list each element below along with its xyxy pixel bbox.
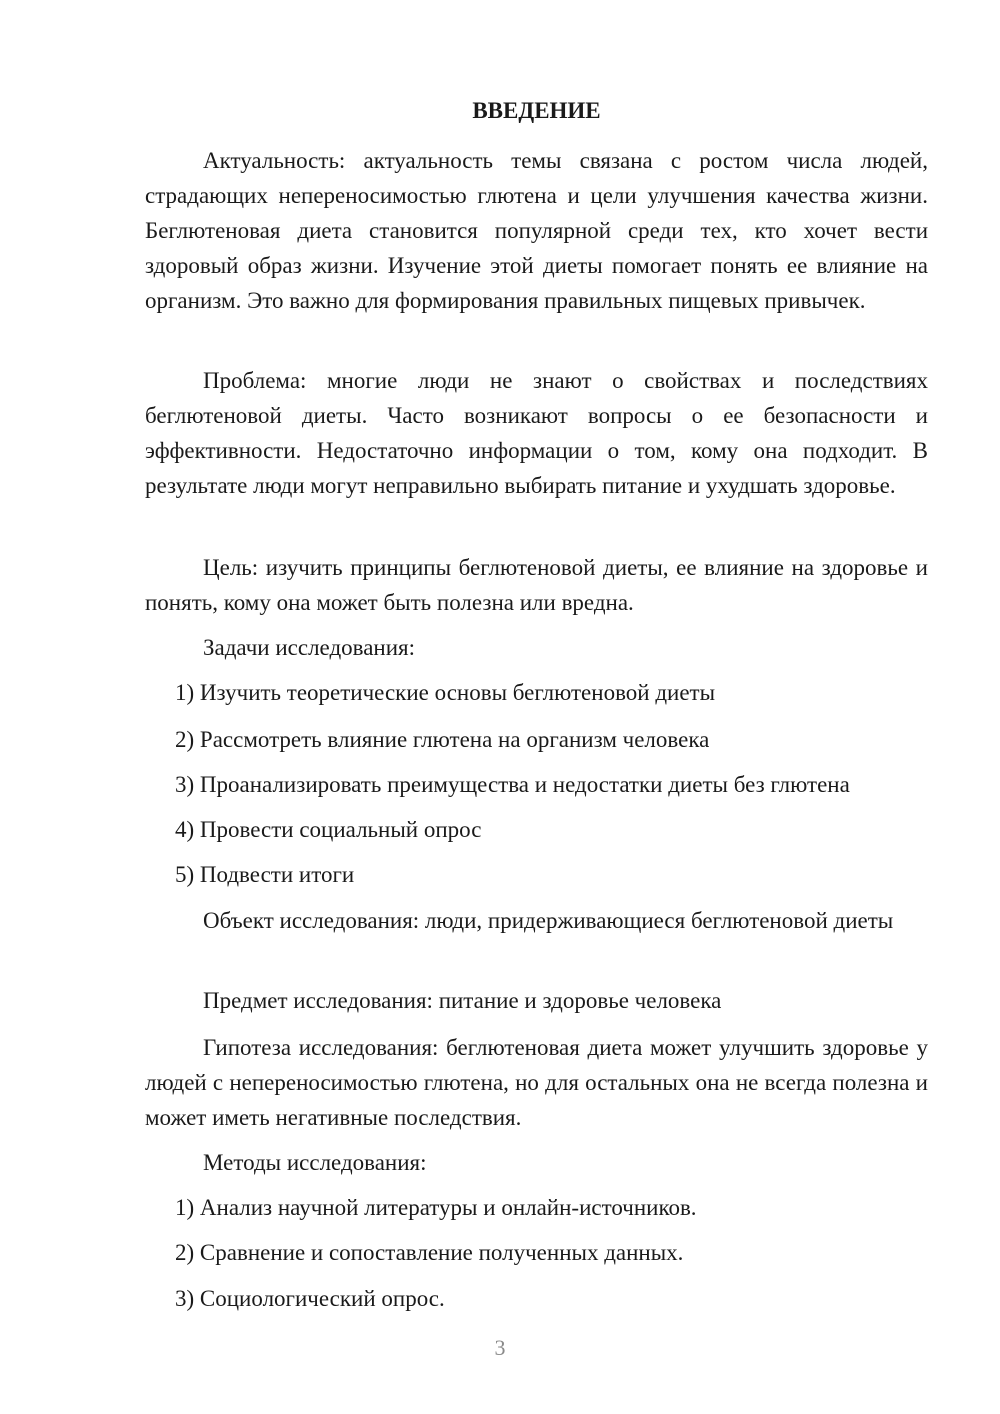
tasks-block xyxy=(145,630,928,675)
list-item: 5) Подвести итоги xyxy=(175,862,355,887)
list-item: 4) Провести социальный опрос xyxy=(175,817,482,842)
problem-paragraph-block xyxy=(145,363,928,513)
subject-paragraph-block xyxy=(145,983,928,1028)
page-number: 3 xyxy=(494,1335,506,1360)
problem-paragraph: Проблема: многие люди не знают о свойствах и последствиях беглютеновой диеты. Часто возникают вопросы о ее безопасности и эффективности. Недостаточно информации о том, кому она подходит. В результате люди могут неправильно выбирать питание и ухудшать здоровье. xyxy=(145,368,928,498)
list-item: 2) Сравнение и сопоставление полученных данных. xyxy=(175,1240,684,1265)
object-paragraph: Объект исследования: люди, придерживающиеся беглютеновой диеты xyxy=(203,908,894,933)
methods-heading: Методы исследования: xyxy=(203,1150,427,1175)
list-item: 1) Анализ научной литературы и онлайн-источников. xyxy=(175,1195,697,1220)
hypothesis-paragraph-block xyxy=(145,1030,928,1145)
tasks-heading: Задачи исследования: xyxy=(203,635,416,660)
list-item: 1) Изучить теоретические основы беглютеновой диеты xyxy=(175,680,716,705)
relevance-paragraph: Актуальность: актуальность темы связана с ростом числа людей, страдающих непереносимостью глютена и цели улучшения качества жизни. Беглютеновая диета становится популярной среди тех, кто хочет вести здоровый образ жизни. Изучение этой диеты помогает понять ее влияние на организм. Это важно для формирования правильных пищевых привычек. xyxy=(145,148,928,313)
hypothesis-paragraph: Гипотеза исследования: беглютеновая диета может улучшить здоровье у людей с непереносимостью глютена, но для остальных она не всегда полезна и может иметь негативные последствия. xyxy=(145,1035,928,1130)
list-item: 2) Рассмотреть влияние глютена на организм человека xyxy=(175,727,710,752)
goal-paragraph-block xyxy=(145,550,928,630)
goal-paragraph: Цель: изучить принципы беглютеновой диеты, ее влияние на здоровье и понять, кому она может быть полезна или вредна. xyxy=(145,555,928,615)
list-item: 3) Социологический опрос. xyxy=(175,1286,445,1311)
list-item: 3) Проанализировать преимущества и недостатки диеты без глютена xyxy=(175,772,850,797)
relevance-paragraph-block xyxy=(145,143,928,328)
object-paragraph-block xyxy=(145,903,928,948)
methods-block xyxy=(145,1145,928,1190)
subject-paragraph: Предмет исследования: питание и здоровье человека xyxy=(203,988,722,1013)
page-title: ВВЕДЕНИЕ xyxy=(472,98,601,123)
